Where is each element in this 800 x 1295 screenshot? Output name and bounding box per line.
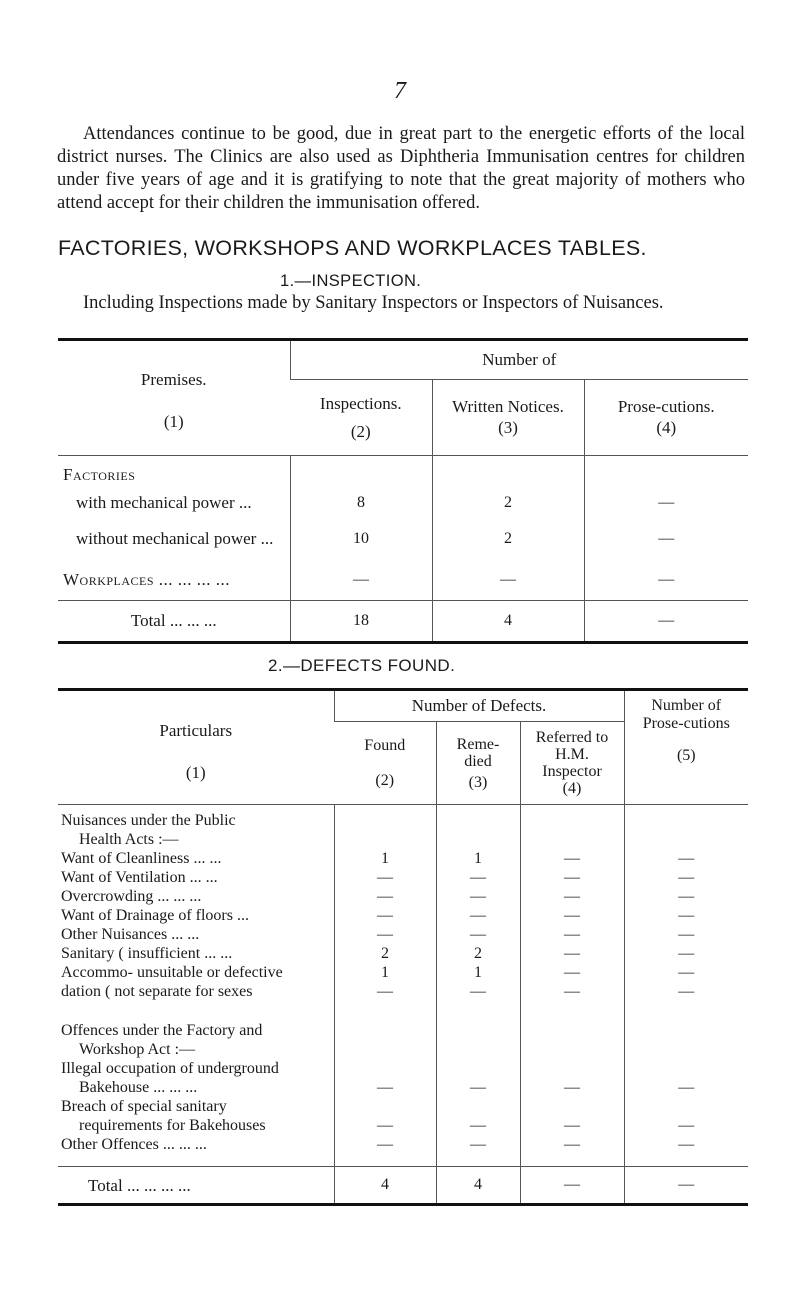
row-label — [58, 1135, 334, 1167]
table-row — [58, 906, 748, 925]
cell: 10 — [290, 518, 432, 560]
row-label-line1: Breach of special sanitary — [61, 1098, 227, 1115]
factories-label: Factories — [63, 465, 136, 484]
inspection-table — [58, 338, 748, 644]
written-notices-header-num: (3) — [498, 417, 518, 437]
number-of-defects-header: Number of Defects. — [334, 690, 624, 722]
table-row — [58, 868, 748, 887]
cell: — — [334, 906, 436, 925]
row-label: Workplaces ... ... ... ... — [63, 570, 231, 589]
table-row — [58, 963, 748, 982]
cell: — — [520, 849, 624, 868]
particulars-header — [58, 690, 334, 805]
nuisances-heading-line1: Nuisances under the Public — [61, 812, 236, 829]
cell: — — [520, 982, 624, 1001]
cell: — — [624, 849, 748, 868]
cell: — — [334, 868, 436, 887]
cell: — — [334, 887, 436, 906]
cell: — — [520, 1135, 624, 1167]
remedied-header-label: Reme-died — [456, 735, 500, 770]
cell: 1 — [334, 849, 436, 868]
row-label: Want of Ventilation ... ... — [61, 869, 218, 886]
cell: — — [624, 925, 748, 944]
cell: — — [436, 868, 520, 887]
cell: — — [436, 1097, 520, 1135]
cell: — — [624, 963, 748, 982]
offences-heading-line2: Workshop Act :— — [79, 1041, 196, 1058]
table-row — [58, 887, 748, 906]
row-label: Accommo- unsuitable or defective — [61, 964, 283, 981]
prosecutions-header — [624, 690, 748, 805]
cell: — — [436, 925, 520, 944]
number-of-header: Number of — [290, 340, 748, 380]
cell: — — [334, 982, 436, 1001]
cell: — — [624, 1167, 748, 1205]
cell: — — [334, 1059, 436, 1097]
cell: 4 — [334, 1167, 436, 1205]
remedied-header — [436, 722, 520, 805]
total-row — [58, 1167, 748, 1205]
section2-heading: 2.—DEFECTS FOUND. — [268, 656, 456, 675]
cell: — — [290, 560, 432, 601]
cell: 1 — [436, 849, 520, 868]
cell: — — [334, 925, 436, 944]
prosecutions-header-label: Number of Prose-cutions — [642, 697, 730, 732]
inspections-header-num: (2) — [350, 421, 371, 441]
cell: — — [520, 906, 624, 925]
table-row — [58, 925, 748, 944]
table-row — [58, 1059, 748, 1097]
found-header-label: Found — [364, 737, 406, 754]
prosecutions-header — [584, 380, 748, 456]
cell: — — [584, 601, 748, 643]
premises-header-num: (1) — [163, 412, 184, 431]
row-label: Want of Cleanliness ... ... — [61, 850, 222, 867]
offences-heading — [58, 1001, 334, 1059]
defects-table — [58, 688, 748, 1206]
row-label: dation ( not separate for sexes — [61, 983, 253, 1000]
section1-heading: 1.—INSPECTION. — [280, 272, 422, 290]
cell: — — [436, 887, 520, 906]
cell: 1 — [334, 963, 436, 982]
total-label: Total ... ... ... — [58, 601, 290, 643]
prosecutions-header-label: Prose-cutions. — [617, 396, 715, 416]
cell: — — [436, 982, 520, 1001]
cell: 1 — [436, 963, 520, 982]
cell: — — [624, 906, 748, 925]
cell: — — [520, 944, 624, 963]
table-row — [58, 1135, 748, 1167]
section1-note: Including Inspections made by Sanitary Inspectors or Inspectors of Nuisances. — [83, 293, 664, 313]
cell: 2 — [432, 518, 584, 560]
row-label-line1: Other Offences ... ... ... — [61, 1136, 207, 1153]
table-row — [58, 560, 748, 601]
table-row — [58, 1097, 748, 1135]
inspections-header — [290, 380, 432, 456]
cell: — — [436, 1059, 520, 1097]
row-label: with mechanical power ... — [76, 493, 252, 512]
cell: — — [584, 518, 748, 560]
table-row — [58, 518, 748, 560]
cell: — — [520, 963, 624, 982]
prosecutions-header-num: (5) — [676, 747, 696, 764]
found-header — [334, 722, 436, 805]
cell: 2 — [436, 944, 520, 963]
cell: 2 — [334, 944, 436, 963]
cell: — — [520, 1167, 624, 1205]
cell: — — [334, 1135, 436, 1167]
referred-header-num: (4) — [562, 780, 582, 797]
cell: — — [520, 925, 624, 944]
intro-paragraph: Attendances continue to be good, due in great part to the energetic efforts of the local district nurses. The Clinics are also used as Diphtheria Immunisation centres for children under five years of age and it is gratifying to note that the great majority of mothers who attend accept for their children the immunisation offered. — [57, 124, 745, 213]
premises-header-label: Premises. — [140, 370, 207, 389]
page-number: 7 — [394, 78, 406, 104]
cell: 18 — [290, 601, 432, 643]
referred-header — [520, 722, 624, 805]
particulars-header-label: Particulars — [159, 720, 233, 740]
nuisances-heading-line2: Health Acts :— — [79, 831, 179, 848]
cell: 2 — [432, 488, 584, 518]
row-label: Overcrowding ... ... ... — [61, 888, 202, 905]
prosecutions-header-num: (4) — [656, 417, 677, 437]
cell: — — [624, 1097, 748, 1135]
table-row — [58, 849, 748, 868]
cell: — — [624, 944, 748, 963]
total-label: Total ... ... ... ... — [58, 1167, 334, 1205]
table-row — [58, 488, 748, 518]
cell: 4 — [432, 601, 584, 643]
cell: — — [584, 560, 748, 601]
cell: — — [584, 488, 748, 518]
premises-header — [58, 340, 290, 456]
cell: — — [624, 982, 748, 1001]
row-label: without mechanical power ... — [76, 529, 274, 548]
cell: — — [520, 868, 624, 887]
referred-header-label: Referred to H.M. Inspector — [535, 729, 609, 780]
row-label-line2: requirements for Bakehouses — [79, 1117, 266, 1134]
nuisances-heading — [58, 805, 334, 850]
cell: — — [520, 1059, 624, 1097]
table-row — [58, 982, 748, 1001]
cell: — — [520, 887, 624, 906]
found-header-num: (2) — [375, 772, 395, 789]
inspections-header-label: Inspections. — [319, 393, 402, 413]
cell: — — [624, 1135, 748, 1167]
row-label: Other Nuisances ... ... — [61, 926, 200, 943]
table-row — [58, 944, 748, 963]
row-label: Sanitary ( insufficient ... ... — [61, 945, 233, 962]
row-label — [58, 1059, 334, 1097]
cell: 8 — [290, 488, 432, 518]
written-notices-header-label: Written Notices. — [452, 396, 564, 416]
remedied-header-num: (3) — [468, 773, 488, 791]
cell: — — [624, 868, 748, 887]
particulars-header-num: (1) — [185, 762, 206, 782]
cell: — — [436, 1135, 520, 1167]
cell: — — [624, 1059, 748, 1097]
row-label: Want of Drainage of floors ... — [61, 907, 249, 924]
cell: — — [334, 1097, 436, 1135]
written-notices-header — [432, 380, 584, 456]
cell: — — [520, 1097, 624, 1135]
cell: 4 — [436, 1167, 520, 1205]
row-label — [58, 1097, 334, 1135]
row-label-line1: Illegal occupation of underground — [61, 1060, 279, 1077]
cell: — — [624, 887, 748, 906]
cell: — — [432, 560, 584, 601]
main-heading: FACTORIES, WORKSHOPS AND WORKPLACES TABLES. — [58, 236, 647, 260]
total-row — [58, 601, 748, 643]
row-label-line2: Bakehouse ... ... ... — [79, 1079, 198, 1096]
cell: — — [436, 906, 520, 925]
offences-heading-line1: Offences under the Factory and — [61, 1022, 263, 1039]
